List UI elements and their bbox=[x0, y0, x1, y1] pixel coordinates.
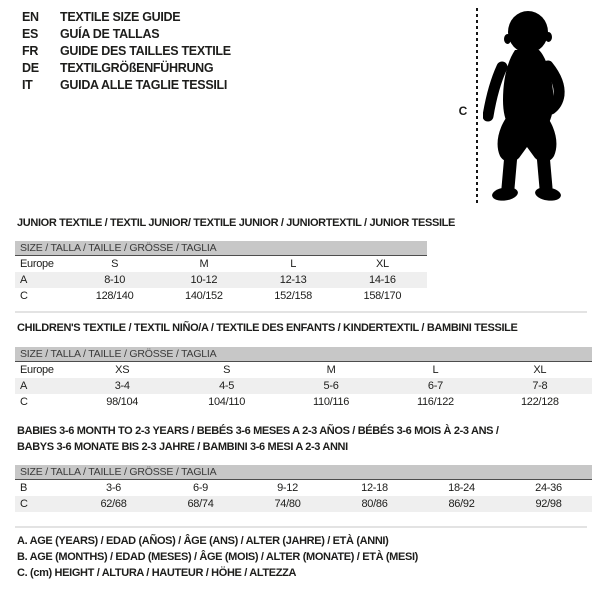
value-cell: 122/128 bbox=[520, 396, 559, 408]
language-row-it bbox=[22, 77, 231, 94]
table-row bbox=[15, 480, 592, 496]
babies-section-title bbox=[17, 423, 499, 455]
value-cell: 74/80 bbox=[274, 498, 301, 510]
language-code: ES bbox=[22, 27, 39, 41]
language-title: GUÍA DE TALLAS bbox=[60, 27, 160, 41]
value-cell: 140/152 bbox=[185, 290, 223, 302]
babies-title-line2: BABYS 3-6 MONATE BIS 2-3 JAHRE / BAMBINI 3-6 MESI A 2-3 ANNI bbox=[17, 441, 348, 453]
table-row bbox=[15, 362, 592, 378]
babies-size-table bbox=[15, 465, 592, 512]
value-cell: 9-12 bbox=[277, 482, 298, 494]
row-label: C bbox=[20, 396, 28, 408]
size-header: SIZE / TALLA / TAILLE / GRÖSSE / TAGLIA bbox=[15, 465, 592, 480]
table-row bbox=[15, 256, 427, 272]
language-title: GUIDA ALLE TAGLIE TESSILI bbox=[60, 78, 228, 92]
table-row bbox=[15, 394, 592, 410]
value-cell: 80/86 bbox=[361, 498, 388, 510]
section-divider bbox=[15, 526, 587, 528]
language-row-fr bbox=[22, 43, 231, 60]
size-header: SIZE / TALLA / TAILLE / GRÖSSE / TAGLIA bbox=[15, 241, 427, 256]
junior-size-table bbox=[15, 241, 427, 304]
table-row bbox=[15, 378, 592, 394]
value-cell: 10-12 bbox=[190, 274, 218, 286]
value-cell: 116/122 bbox=[416, 396, 454, 408]
row-label: A bbox=[20, 274, 28, 286]
size-cell: XL bbox=[533, 364, 547, 376]
language-row-es bbox=[22, 26, 231, 43]
value-cell: 8-10 bbox=[104, 274, 126, 286]
size-cell: XL bbox=[375, 258, 389, 270]
language-code: DE bbox=[22, 61, 39, 75]
height-measure-label: C bbox=[458, 104, 468, 118]
value-cell: 5-6 bbox=[323, 380, 339, 392]
value-cell: 12-13 bbox=[279, 274, 307, 286]
value-cell: 6-7 bbox=[427, 380, 443, 392]
size-cell: S bbox=[111, 258, 119, 270]
children-size-table bbox=[15, 347, 592, 410]
table-row bbox=[15, 288, 427, 304]
section-divider bbox=[15, 311, 587, 313]
row-label: A bbox=[20, 380, 28, 392]
size-cell: S bbox=[223, 364, 231, 376]
legend-line-c: C. (cm) HEIGHT / ALTURA / HAUTEUR / HÖHE / ALTEZZA bbox=[17, 567, 297, 579]
table-row bbox=[15, 272, 427, 288]
value-cell: 86/92 bbox=[448, 498, 475, 510]
row-label: B bbox=[20, 482, 28, 494]
row-label: Europe bbox=[20, 258, 54, 270]
legend-line-a: A. AGE (YEARS) / EDAD (AÑOS) / ÂGE (ANS) / ALTER (JAHRE) / ETÀ (ANNI) bbox=[17, 535, 389, 547]
language-title: TEXTILGRÖßENFÜHRUNG bbox=[60, 61, 214, 75]
toddler-silhouette-icon bbox=[483, 10, 567, 202]
value-cell: 62/68 bbox=[100, 498, 127, 510]
value-cell: 4-5 bbox=[219, 380, 235, 392]
row-label: Europe bbox=[20, 364, 54, 376]
value-cell: 24-36 bbox=[535, 482, 562, 494]
value-cell: 18-24 bbox=[448, 482, 475, 494]
height-measure-dashed-line bbox=[476, 8, 478, 205]
size-cell: L bbox=[432, 364, 439, 376]
value-cell: 110/116 bbox=[313, 396, 350, 408]
babies-title-line1: BABIES 3-6 MONTH TO 2-3 YEARS / BEBÉS 3-6 MESES A 2-3 AÑOS / BÉBÉS 3-6 MOIS À 2-3 ANS / bbox=[17, 425, 499, 437]
value-cell: 128/140 bbox=[95, 290, 134, 302]
legend-line-b: B. AGE (MONTHS) / EDAD (MESES) / ÂGE (MOIS) / ALTER (MONATE) / ETÀ (MESI) bbox=[17, 551, 418, 563]
row-label: C bbox=[20, 498, 28, 510]
language-code: EN bbox=[22, 10, 39, 24]
size-header: SIZE / TALLA / TAILLE / GRÖSSE / TAGLIA bbox=[15, 347, 592, 362]
language-row-de bbox=[22, 60, 231, 77]
language-title: TEXTILE SIZE GUIDE bbox=[60, 10, 181, 24]
size-cell: M bbox=[199, 258, 209, 270]
size-cell: XS bbox=[115, 364, 130, 376]
value-cell: 92/98 bbox=[535, 498, 562, 510]
size-cell: L bbox=[290, 258, 297, 270]
row-label: C bbox=[20, 290, 28, 302]
value-cell: 6-9 bbox=[193, 482, 208, 494]
language-title: GUIDE DES TAILLES TEXTILE bbox=[60, 44, 231, 58]
value-cell: 12-18 bbox=[361, 482, 388, 494]
language-code: FR bbox=[22, 44, 39, 58]
value-cell: 158/170 bbox=[363, 290, 402, 302]
junior-section-title: JUNIOR TEXTILE / TEXTIL JUNIOR/ TEXTILE JUNIOR / JUNIORTEXTIL / JUNIOR TESSILE bbox=[17, 217, 456, 229]
table-row bbox=[15, 496, 592, 512]
value-cell: 3-6 bbox=[106, 482, 121, 494]
value-cell: 104/110 bbox=[208, 396, 246, 408]
language-code: IT bbox=[22, 78, 33, 92]
size-cell: M bbox=[326, 364, 336, 376]
language-list bbox=[22, 9, 231, 94]
value-cell: 68/74 bbox=[187, 498, 214, 510]
value-cell: 152/158 bbox=[274, 290, 312, 302]
measure-legend bbox=[17, 533, 418, 581]
children-section-title: CHILDREN'S TEXTILE / TEXTIL NIÑO/A / TEXTILE DES ENFANTS / KINDERTEXTIL / BAMBINI TESSILE bbox=[17, 322, 518, 334]
value-cell: 14-16 bbox=[369, 274, 396, 286]
value-cell: 98/104 bbox=[106, 396, 139, 408]
value-cell: 7-8 bbox=[532, 380, 548, 392]
language-row-en bbox=[22, 9, 231, 26]
value-cell: 3-4 bbox=[114, 380, 130, 392]
